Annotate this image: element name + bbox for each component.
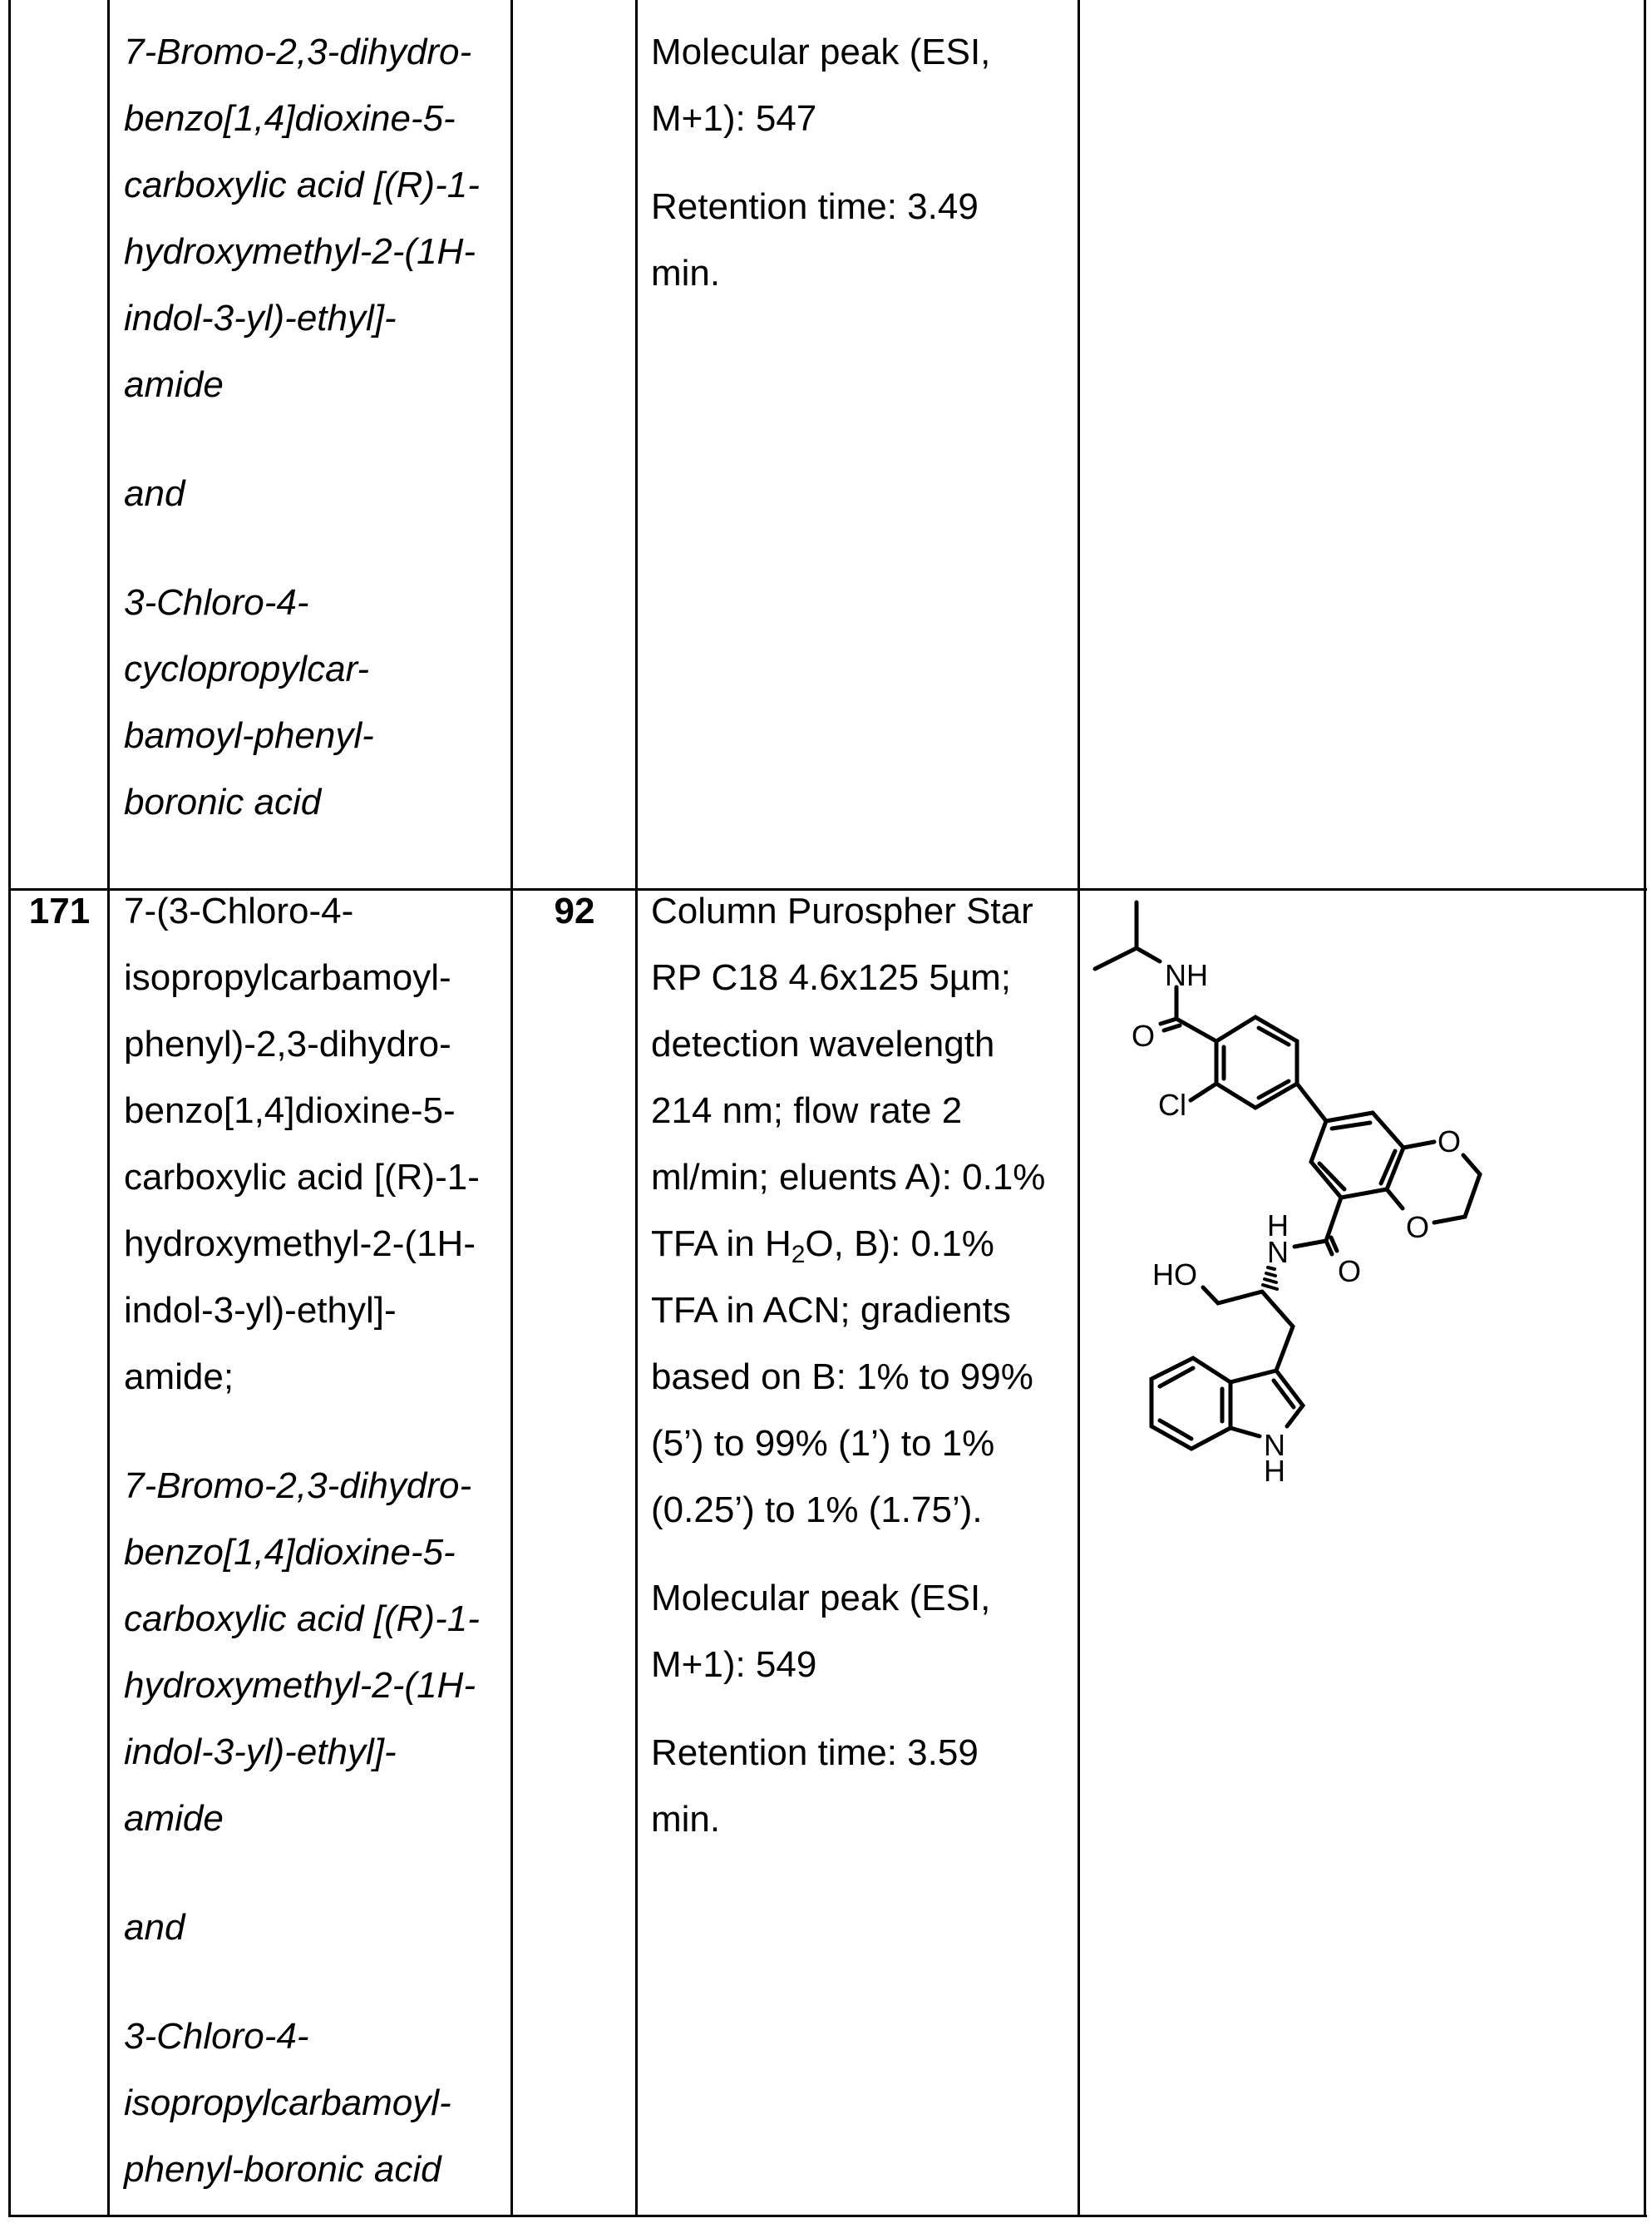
atom-label-oxygen: O [1437, 1124, 1461, 1158]
text-line: carboxylic acid [(R)-1- [124, 1586, 480, 1652]
text-line: detection wavelength [651, 1011, 1045, 1078]
text-line: 7-Bromo-2,3-dihydro- [124, 1453, 480, 1519]
atom-label-hydrogen: H [1267, 1208, 1289, 1242]
text-line: benzo[1,4]dioxine-5- [124, 1519, 480, 1586]
text-line: Molecular peak (ESI, [651, 1565, 1045, 1632]
text-line: isopropylcarbamoyl- [124, 2070, 480, 2137]
column-divider-2 [510, 0, 513, 2217]
reactant-paragraph [124, 2003, 480, 2203]
text-line: Column Purospher Star [651, 878, 1045, 945]
atom-label-oxygen: O [1406, 1210, 1429, 1244]
text-line: hydroxymethyl-2-(1H- [124, 1652, 480, 1719]
text-line: indol-3-yl)-ethyl]- [124, 285, 480, 352]
row2-analytics-cell [651, 878, 1045, 1853]
text-line: (5’) to 99% (1’) to 1% [651, 1410, 1045, 1477]
text-line: TFA in ACN; gradients [651, 1277, 1045, 1344]
atom-label-hydroxyl: HO [1152, 1257, 1197, 1292]
text-line: indol-3-yl)-ethyl]- [124, 1719, 480, 1786]
row1-analytics-cell [651, 19, 990, 307]
table-border-bottom [9, 2215, 1647, 2217]
column-divider-1 [107, 0, 110, 2217]
row1-reactants-cell [124, 19, 480, 836]
text-line: (0.25’) to 1% (1.75’). [651, 1477, 1045, 1544]
reactant-paragraph [124, 570, 480, 836]
text-line: min. [651, 240, 990, 307]
atom-label-hydrogen: H [1264, 1454, 1285, 1488]
hplc-conditions [651, 878, 1045, 1544]
text-fragment: O, B): 0.1% [805, 1223, 994, 1264]
text-line: Molecular peak (ESI, [651, 19, 990, 86]
text-line: hydroxymethyl-2-(1H- [124, 1211, 480, 1277]
text-line: 7-Bromo-2,3-dihydro- [124, 19, 480, 86]
text-line: 214 nm; flow rate 2 [651, 1078, 1045, 1144]
atom-label-nh: NH [1165, 958, 1208, 992]
text-line: phenyl-boronic acid [124, 2137, 480, 2203]
atom-label-chlorine: Cl [1158, 1088, 1186, 1122]
reactant-conjunction [124, 1895, 480, 1961]
text-line: isopropylcarbamoyl- [124, 945, 480, 1011]
atom-label-nitrogen: N [1267, 1235, 1289, 1269]
text-line: 3-Chloro-4- [124, 570, 480, 636]
subscript: 2 [791, 1241, 806, 1268]
retention-time [651, 174, 990, 307]
row2-names-cell [124, 878, 480, 2203]
text-line: and [124, 461, 480, 527]
molecular-peak [651, 19, 990, 152]
table-border-left [8, 0, 11, 2217]
column-divider-3 [635, 0, 638, 2217]
reactant-conjunction [124, 461, 480, 527]
atom-label-oxygen: O [1132, 1019, 1155, 1053]
text-line: ml/min; eluents A): 0.1% [651, 1144, 1045, 1211]
product-name [124, 878, 480, 1410]
atom-label-oxygen: O [1338, 1254, 1361, 1288]
text-line: benzo[1,4]dioxine-5- [124, 86, 480, 152]
text-fragment: TFA in H [651, 1223, 791, 1264]
text-line: Retention time: 3.49 [651, 174, 990, 240]
text-line [651, 1211, 1045, 1277]
text-line: boronic acid [124, 769, 480, 836]
text-line: bamoyl-phenyl- [124, 703, 480, 769]
text-line: hydroxymethyl-2-(1H- [124, 219, 480, 285]
text-line: RP C18 4.6x125 5µm; [651, 945, 1045, 1011]
text-line: M+1): 547 [651, 86, 990, 152]
text-line: M+1): 549 [651, 1632, 1045, 1698]
text-line: and [124, 1895, 480, 1961]
text-line: Retention time: 3.59 [651, 1720, 1045, 1786]
bonds [1095, 902, 1480, 1449]
text-line: min. [651, 1786, 1045, 1853]
text-line: benzo[1,4]dioxine-5- [124, 1078, 480, 1144]
text-line: amide [124, 1786, 480, 1852]
text-line: indol-3-yl)-ethyl]- [124, 1277, 480, 1344]
text-line: 7-(3-Chloro-4- [124, 878, 480, 945]
method-number: 92 [513, 878, 636, 945]
retention-time [651, 1720, 1045, 1853]
text-line: carboxylic acid [(R)-1- [124, 1144, 480, 1211]
table-border-right [1644, 0, 1646, 2217]
text-line: phenyl)-2,3-dihydro- [124, 1011, 480, 1078]
molecular-peak [651, 1565, 1045, 1698]
text-line: cyclopropylcar- [124, 636, 480, 703]
text-line: 3-Chloro-4- [124, 2003, 480, 2070]
text-line: amide; [124, 1344, 480, 1410]
text-line: amide [124, 352, 480, 418]
example-number: 171 [11, 878, 108, 945]
atom-label-nitrogen: N [1264, 1428, 1285, 1462]
text-line: based on B: 1% to 99% [651, 1344, 1045, 1410]
reactant-paragraph [124, 1453, 480, 1852]
text-line: carboxylic acid [(R)-1- [124, 152, 480, 219]
reactant-paragraph [124, 19, 480, 418]
chemical-structure [1080, 891, 1644, 1506]
